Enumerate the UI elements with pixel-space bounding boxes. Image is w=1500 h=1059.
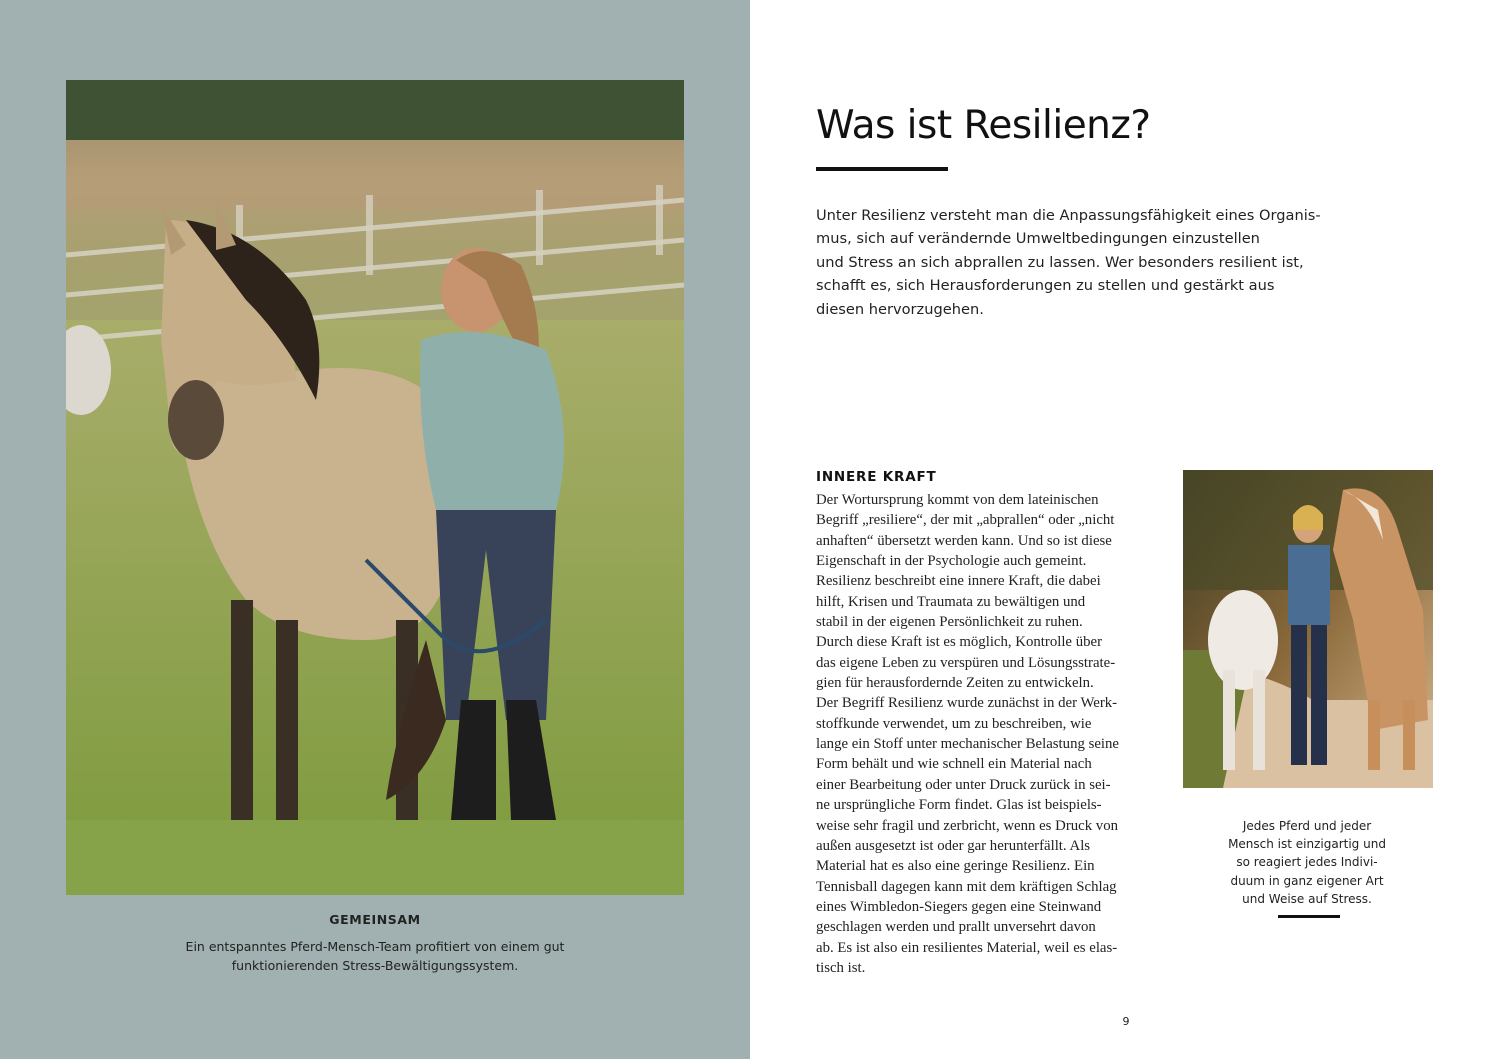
intro-line: und Stress an sich abprallen zu lassen. Wer besonders resilient ist,	[816, 253, 1304, 271]
photo-caption	[160, 937, 590, 975]
body-line: Durch diese Kraft ist es möglich, Kontrolle über	[816, 634, 1102, 651]
body-line: stabil in der eigenen Persönlichkeit zu ruhen.	[816, 614, 1083, 631]
title-divider	[816, 167, 948, 171]
body-line: weise sehr fragil und zerbricht, wenn es Druck von	[816, 817, 1118, 834]
body-line: Begriff „resiliere“, der mit „abprallen“ oder „nicht	[816, 512, 1115, 529]
side-caption-line: und Weise auf Stress.	[1242, 891, 1372, 906]
horse-and-rider-photo	[66, 80, 684, 895]
page-number: 9	[1122, 1015, 1130, 1028]
side-caption-divider	[1278, 915, 1340, 918]
body-line: anhaften“ übersetzt werden kann. Und so ist diese	[816, 532, 1112, 549]
body-line: das eigene Leben zu verspüren und Lösungsstrate-	[816, 654, 1116, 671]
intro-line: schafft es, sich Herausforderungen zu stellen und gestärkt aus	[816, 277, 1275, 295]
body-line: Resilienz beschreibt eine innere Kraft, die dabei	[816, 573, 1101, 590]
body-line: eines Wimbledon-Siegers gegen eine Steinwand	[816, 898, 1102, 915]
side-caption-line: Jedes Pferd und jeder	[1242, 819, 1372, 833]
body-line: Der Begriff Resilienz wurde zunächst in der Werk-	[816, 695, 1118, 712]
intro-line: mus, sich auf verändernde Umweltbedingungen einzustellen	[816, 230, 1260, 248]
photo-side-caption	[1217, 817, 1397, 908]
body-line: geschlagen werden und prallt unversehrt davon	[816, 919, 1096, 936]
side-caption-line: so reagiert jedes Indivi-	[1236, 855, 1378, 870]
body-line: Tennisball dagegen kann mit dem kräftigen Schlag	[816, 878, 1117, 895]
body-line: Material hat es also eine geringe Resilienz. Ein	[816, 858, 1095, 875]
intro-line: Unter Resilienz versteht man die Anpassungsfähigkeit eines Organis-	[816, 207, 1321, 224]
photo-caption-line: Ein entspanntes Pferd-Mensch-Team profitiert von einem gut	[185, 939, 565, 954]
body-line: ne ursprüngliche Form findet. Glas ist beispiels-	[816, 797, 1102, 814]
body-line: Eigenschaft in der Psychologie auch gemeint.	[816, 553, 1087, 570]
page-title: Was ist Resilienz?	[816, 103, 1151, 148]
woman-with-two-horses-photo	[1183, 470, 1433, 788]
body-line: hilft, Krisen und Traumata zu bewältigen und	[816, 593, 1086, 610]
intro-paragraph	[816, 204, 1321, 321]
right-page	[750, 0, 1500, 1059]
photo-caption-title: GEMEINSAM	[329, 912, 421, 927]
photo-caption-line: funktionierenden Stress-Bewältigungssystem.	[231, 958, 519, 973]
side-caption-line: duum in ganz eigener Art	[1230, 873, 1384, 888]
intro-line: diesen hervorzugehen.	[816, 300, 984, 318]
section-heading: INNERE KRAFT	[816, 469, 937, 485]
body-line: einer Bearbeitung oder unter Druck zurück in sei-	[816, 776, 1111, 793]
body-line: Der Wortursprung kommt von dem lateinischen	[816, 492, 1099, 508]
body-line: tisch ist.	[816, 959, 866, 976]
body-line: ab. Es ist also ein resilientes Material, weil es elas-	[816, 939, 1118, 956]
body-line: Form behält und wie schnell ein Material nach	[816, 756, 1092, 773]
body-line: lange ein Stoff unter mechanischer Belastung seine	[816, 736, 1119, 753]
side-caption-line: Mensch ist einzigartig und	[1228, 837, 1386, 852]
body-line: außen ausgesetzt ist oder gar herunterfällt. Als	[816, 837, 1091, 854]
body-paragraph	[816, 490, 1126, 978]
body-line: gien für herausfordernde Zeiten zu entwickeln.	[816, 675, 1094, 692]
body-line: stoffkunde verwendet, um zu beschreiben, wie	[816, 715, 1092, 732]
